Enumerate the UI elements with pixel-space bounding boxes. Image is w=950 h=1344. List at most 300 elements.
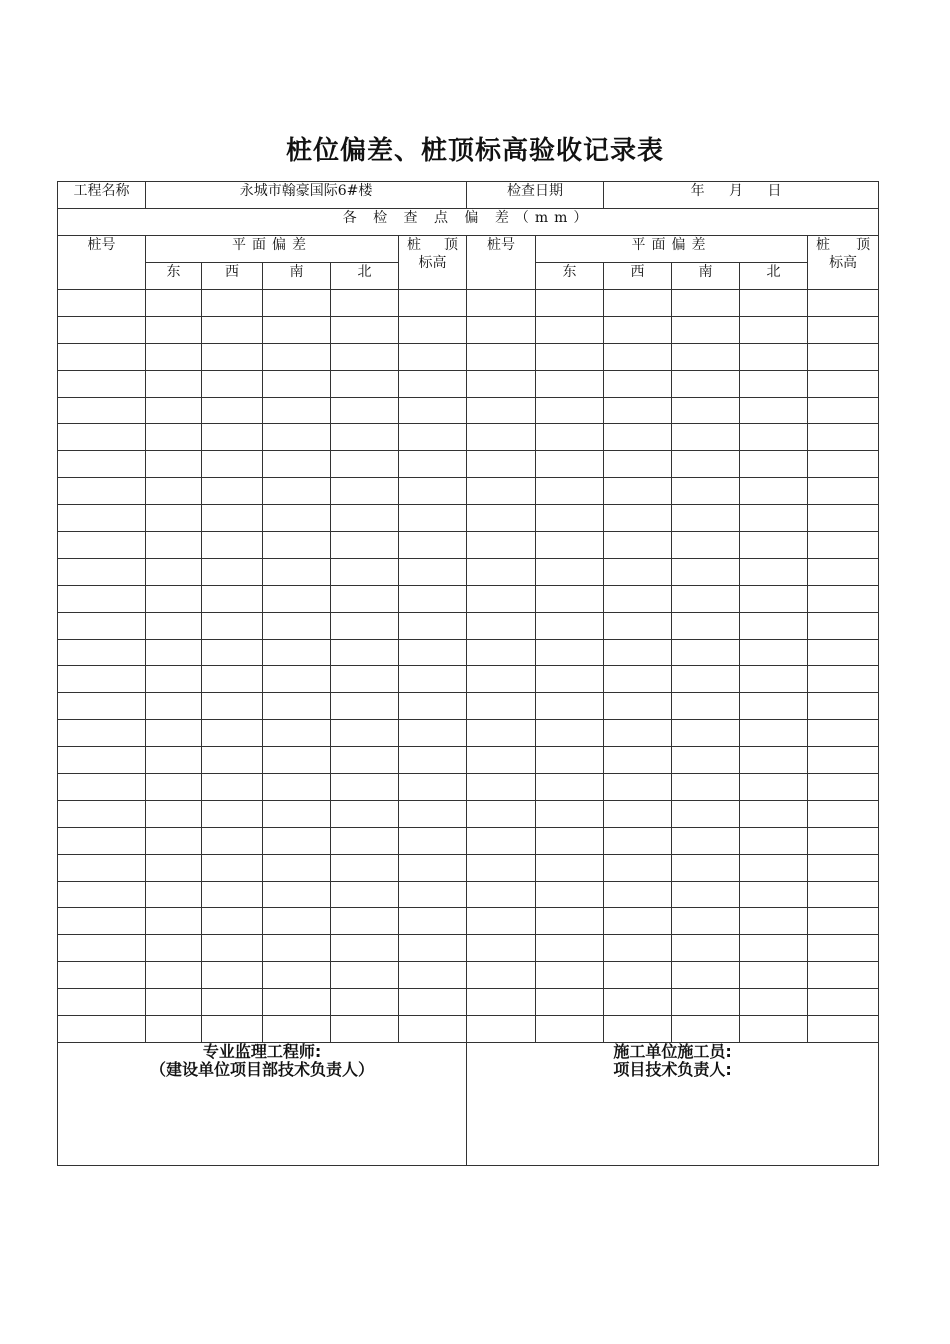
table-cell[interactable] (263, 451, 331, 478)
table-cell[interactable] (58, 693, 146, 720)
table-cell[interactable] (604, 774, 672, 801)
table-cell[interactable] (536, 370, 604, 397)
table-cell[interactable] (331, 316, 399, 343)
table-cell[interactable] (672, 720, 740, 747)
table-cell[interactable] (604, 585, 672, 612)
table-cell[interactable] (536, 612, 604, 639)
table-cell[interactable] (202, 747, 263, 774)
table-cell[interactable] (467, 881, 536, 908)
table-cell[interactable] (263, 316, 331, 343)
table-cell[interactable] (740, 424, 808, 451)
table-cell[interactable] (604, 532, 672, 559)
table-cell[interactable] (58, 639, 146, 666)
table-cell[interactable] (146, 505, 202, 532)
table-cell[interactable] (58, 532, 146, 559)
table-cell[interactable] (331, 935, 399, 962)
table-cell[interactable] (202, 881, 263, 908)
table-cell[interactable] (263, 908, 331, 935)
table-cell[interactable] (399, 908, 467, 935)
table-cell[interactable] (58, 666, 146, 693)
table-cell[interactable] (263, 800, 331, 827)
table-cell[interactable] (331, 558, 399, 585)
table-cell[interactable] (146, 666, 202, 693)
table-cell[interactable] (399, 854, 467, 881)
table-cell[interactable] (740, 505, 808, 532)
table-cell[interactable] (263, 370, 331, 397)
table-cell[interactable] (399, 290, 467, 317)
table-cell[interactable] (399, 827, 467, 854)
table-cell[interactable] (536, 935, 604, 962)
table-cell[interactable] (263, 532, 331, 559)
table-cell[interactable] (467, 505, 536, 532)
table-cell[interactable] (399, 693, 467, 720)
table-cell[interactable] (58, 881, 146, 908)
table-cell[interactable] (331, 1016, 399, 1043)
table-cell[interactable] (331, 451, 399, 478)
table-cell[interactable] (740, 693, 808, 720)
table-cell[interactable] (263, 774, 331, 801)
table-cell[interactable] (536, 800, 604, 827)
table-cell[interactable] (536, 881, 604, 908)
table-cell[interactable] (146, 370, 202, 397)
table-cell[interactable] (202, 316, 263, 343)
table-cell[interactable] (808, 478, 879, 505)
table-cell[interactable] (808, 505, 879, 532)
table-cell[interactable] (263, 424, 331, 451)
table-cell[interactable] (399, 962, 467, 989)
table-cell[interactable] (672, 774, 740, 801)
table-cell[interactable] (146, 424, 202, 451)
table-cell[interactable] (399, 370, 467, 397)
table-cell[interactable] (331, 612, 399, 639)
table-cell[interactable] (146, 908, 202, 935)
table-cell[interactable] (808, 316, 879, 343)
table-cell[interactable] (146, 935, 202, 962)
table-cell[interactable] (399, 316, 467, 343)
table-cell[interactable] (536, 397, 604, 424)
table-cell[interactable] (263, 989, 331, 1016)
table-cell[interactable] (467, 558, 536, 585)
table-cell[interactable] (467, 827, 536, 854)
table-cell[interactable] (604, 827, 672, 854)
table-cell[interactable] (808, 1016, 879, 1043)
table-cell[interactable] (604, 747, 672, 774)
table-cell[interactable] (808, 747, 879, 774)
table-cell[interactable] (604, 478, 672, 505)
table-cell[interactable] (263, 1016, 331, 1043)
table-cell[interactable] (672, 693, 740, 720)
table-cell[interactable] (58, 854, 146, 881)
table-cell[interactable] (536, 478, 604, 505)
table-cell[interactable] (399, 505, 467, 532)
table-cell[interactable] (467, 532, 536, 559)
table-cell[interactable] (202, 827, 263, 854)
table-cell[interactable] (331, 747, 399, 774)
table-cell[interactable] (58, 558, 146, 585)
table-cell[interactable] (536, 854, 604, 881)
table-cell[interactable] (202, 666, 263, 693)
table-cell[interactable] (263, 343, 331, 370)
table-cell[interactable] (536, 774, 604, 801)
table-cell[interactable] (331, 343, 399, 370)
table-cell[interactable] (202, 962, 263, 989)
table-cell[interactable] (58, 343, 146, 370)
table-cell[interactable] (263, 935, 331, 962)
table-cell[interactable] (263, 558, 331, 585)
table-cell[interactable] (263, 693, 331, 720)
table-cell[interactable] (331, 962, 399, 989)
table-cell[interactable] (202, 532, 263, 559)
table-cell[interactable] (331, 505, 399, 532)
table-cell[interactable] (808, 343, 879, 370)
table-cell[interactable] (740, 612, 808, 639)
table-cell[interactable] (536, 720, 604, 747)
table-cell[interactable] (672, 962, 740, 989)
table-cell[interactable] (672, 585, 740, 612)
table-cell[interactable] (740, 639, 808, 666)
table-cell[interactable] (808, 774, 879, 801)
table-cell[interactable] (672, 505, 740, 532)
table-cell[interactable] (604, 343, 672, 370)
table-cell[interactable] (202, 989, 263, 1016)
table-cell[interactable] (467, 935, 536, 962)
table-cell[interactable] (808, 612, 879, 639)
table-cell[interactable] (58, 424, 146, 451)
table-cell[interactable] (672, 343, 740, 370)
table-cell[interactable] (467, 854, 536, 881)
table-cell[interactable] (672, 612, 740, 639)
table-cell[interactable] (467, 451, 536, 478)
table-cell[interactable] (467, 343, 536, 370)
table-cell[interactable] (399, 747, 467, 774)
table-cell[interactable] (263, 854, 331, 881)
table-cell[interactable] (604, 1016, 672, 1043)
table-cell[interactable] (331, 800, 399, 827)
table-cell[interactable] (740, 290, 808, 317)
table-cell[interactable] (536, 827, 604, 854)
table-cell[interactable] (202, 639, 263, 666)
table-cell[interactable] (467, 316, 536, 343)
table-cell[interactable] (58, 1016, 146, 1043)
table-cell[interactable] (740, 451, 808, 478)
table-cell[interactable] (808, 827, 879, 854)
table-cell[interactable] (740, 316, 808, 343)
table-cell[interactable] (331, 424, 399, 451)
table-cell[interactable] (58, 747, 146, 774)
table-cell[interactable] (202, 612, 263, 639)
table-cell[interactable] (202, 720, 263, 747)
table-cell[interactable] (467, 612, 536, 639)
table-cell[interactable] (399, 935, 467, 962)
table-cell[interactable] (58, 505, 146, 532)
table-cell[interactable] (58, 962, 146, 989)
table-cell[interactable] (146, 1016, 202, 1043)
table-cell[interactable] (146, 478, 202, 505)
table-cell[interactable] (604, 720, 672, 747)
table-cell[interactable] (672, 935, 740, 962)
table-cell[interactable] (604, 316, 672, 343)
table-cell[interactable] (331, 290, 399, 317)
table-cell[interactable] (399, 424, 467, 451)
table-cell[interactable] (467, 962, 536, 989)
table-cell[interactable] (536, 316, 604, 343)
table-cell[interactable] (604, 935, 672, 962)
table-cell[interactable] (467, 370, 536, 397)
table-cell[interactable] (263, 639, 331, 666)
table-cell[interactable] (672, 827, 740, 854)
table-cell[interactable] (263, 397, 331, 424)
table-cell[interactable] (467, 800, 536, 827)
table-cell[interactable] (202, 935, 263, 962)
table-cell[interactable] (263, 747, 331, 774)
table-cell[interactable] (536, 666, 604, 693)
table-cell[interactable] (202, 1016, 263, 1043)
table-cell[interactable] (808, 451, 879, 478)
table-cell[interactable] (467, 1016, 536, 1043)
table-cell[interactable] (740, 827, 808, 854)
table-cell[interactable] (604, 800, 672, 827)
table-cell[interactable] (808, 585, 879, 612)
table-cell[interactable] (536, 343, 604, 370)
table-cell[interactable] (263, 881, 331, 908)
table-cell[interactable] (58, 989, 146, 1016)
table-cell[interactable] (202, 290, 263, 317)
table-cell[interactable] (331, 585, 399, 612)
table-cell[interactable] (740, 935, 808, 962)
table-cell[interactable] (202, 451, 263, 478)
table-cell[interactable] (331, 908, 399, 935)
table-cell[interactable] (399, 800, 467, 827)
table-cell[interactable] (740, 908, 808, 935)
table-cell[interactable] (604, 639, 672, 666)
table-cell[interactable] (146, 989, 202, 1016)
table-cell[interactable] (58, 290, 146, 317)
table-cell[interactable] (808, 397, 879, 424)
table-cell[interactable] (399, 558, 467, 585)
table-cell[interactable] (808, 908, 879, 935)
table-cell[interactable] (604, 290, 672, 317)
table-cell[interactable] (740, 532, 808, 559)
table-cell[interactable] (202, 800, 263, 827)
table-cell[interactable] (672, 290, 740, 317)
table-cell[interactable] (467, 720, 536, 747)
table-cell[interactable] (263, 478, 331, 505)
table-cell[interactable] (740, 881, 808, 908)
table-cell[interactable] (202, 397, 263, 424)
table-cell[interactable] (146, 612, 202, 639)
table-cell[interactable] (331, 989, 399, 1016)
table-cell[interactable] (146, 397, 202, 424)
table-cell[interactable] (808, 666, 879, 693)
table-cell[interactable] (672, 316, 740, 343)
table-cell[interactable] (536, 532, 604, 559)
table-cell[interactable] (740, 370, 808, 397)
table-cell[interactable] (808, 558, 879, 585)
table-cell[interactable] (263, 585, 331, 612)
table-cell[interactable] (808, 935, 879, 962)
table-cell[interactable] (740, 585, 808, 612)
table-cell[interactable] (399, 478, 467, 505)
table-cell[interactable] (331, 693, 399, 720)
table-cell[interactable] (604, 397, 672, 424)
table-cell[interactable] (536, 747, 604, 774)
table-cell[interactable] (467, 639, 536, 666)
table-cell[interactable] (263, 720, 331, 747)
table-cell[interactable] (331, 720, 399, 747)
table-cell[interactable] (331, 370, 399, 397)
table-cell[interactable] (146, 316, 202, 343)
table-cell[interactable] (467, 478, 536, 505)
table-cell[interactable] (467, 397, 536, 424)
table-cell[interactable] (202, 908, 263, 935)
table-cell[interactable] (202, 505, 263, 532)
table-cell[interactable] (202, 585, 263, 612)
table-cell[interactable] (467, 290, 536, 317)
table-cell[interactable] (672, 666, 740, 693)
table-cell[interactable] (536, 451, 604, 478)
table-cell[interactable] (536, 424, 604, 451)
table-cell[interactable] (399, 989, 467, 1016)
table-cell[interactable] (604, 854, 672, 881)
table-cell[interactable] (740, 962, 808, 989)
table-cell[interactable] (672, 397, 740, 424)
table-cell[interactable] (604, 666, 672, 693)
table-cell[interactable] (672, 558, 740, 585)
table-cell[interactable] (604, 989, 672, 1016)
table-cell[interactable] (202, 478, 263, 505)
table-cell[interactable] (331, 774, 399, 801)
table-cell[interactable] (146, 693, 202, 720)
table-cell[interactable] (146, 343, 202, 370)
table-cell[interactable] (202, 370, 263, 397)
table-cell[interactable] (399, 774, 467, 801)
table-cell[interactable] (58, 908, 146, 935)
table-cell[interactable] (399, 1016, 467, 1043)
table-cell[interactable] (399, 666, 467, 693)
table-cell[interactable] (146, 827, 202, 854)
table-cell[interactable] (146, 720, 202, 747)
table-cell[interactable] (604, 424, 672, 451)
table-cell[interactable] (58, 370, 146, 397)
table-cell[interactable] (808, 720, 879, 747)
table-cell[interactable] (536, 290, 604, 317)
table-cell[interactable] (58, 800, 146, 827)
table-cell[interactable] (808, 370, 879, 397)
table-cell[interactable] (202, 343, 263, 370)
table-cell[interactable] (467, 666, 536, 693)
table-cell[interactable] (536, 585, 604, 612)
table-cell[interactable] (672, 478, 740, 505)
table-cell[interactable] (146, 854, 202, 881)
table-cell[interactable] (399, 612, 467, 639)
table-cell[interactable] (536, 693, 604, 720)
table-cell[interactable] (146, 639, 202, 666)
table-cell[interactable] (536, 639, 604, 666)
table-cell[interactable] (146, 747, 202, 774)
table-cell[interactable] (146, 585, 202, 612)
table-cell[interactable] (331, 881, 399, 908)
table-cell[interactable] (399, 451, 467, 478)
table-cell[interactable] (399, 720, 467, 747)
table-cell[interactable] (740, 774, 808, 801)
table-cell[interactable] (146, 800, 202, 827)
table-cell[interactable] (399, 397, 467, 424)
table-cell[interactable] (331, 532, 399, 559)
table-cell[interactable] (146, 774, 202, 801)
table-cell[interactable] (672, 451, 740, 478)
table-cell[interactable] (467, 693, 536, 720)
table-cell[interactable] (536, 962, 604, 989)
table-cell[interactable] (331, 478, 399, 505)
table-cell[interactable] (58, 451, 146, 478)
table-cell[interactable] (672, 532, 740, 559)
table-cell[interactable] (536, 989, 604, 1016)
table-cell[interactable] (740, 720, 808, 747)
table-cell[interactable] (146, 451, 202, 478)
table-cell[interactable] (263, 666, 331, 693)
table-cell[interactable] (740, 854, 808, 881)
table-cell[interactable] (740, 343, 808, 370)
table-cell[interactable] (263, 290, 331, 317)
table-cell[interactable] (467, 774, 536, 801)
table-cell[interactable] (808, 854, 879, 881)
table-cell[interactable] (399, 343, 467, 370)
table-cell[interactable] (58, 935, 146, 962)
table-cell[interactable] (146, 290, 202, 317)
table-cell[interactable] (58, 478, 146, 505)
table-cell[interactable] (146, 532, 202, 559)
table-cell[interactable] (58, 316, 146, 343)
table-cell[interactable] (604, 962, 672, 989)
table-cell[interactable] (604, 881, 672, 908)
table-cell[interactable] (672, 989, 740, 1016)
table-cell[interactable] (604, 451, 672, 478)
table-cell[interactable] (740, 800, 808, 827)
table-cell[interactable] (58, 397, 146, 424)
table-cell[interactable] (146, 881, 202, 908)
table-cell[interactable] (399, 639, 467, 666)
table-cell[interactable] (672, 747, 740, 774)
table-cell[interactable] (808, 532, 879, 559)
table-cell[interactable] (740, 747, 808, 774)
table-cell[interactable] (58, 774, 146, 801)
table-cell[interactable] (672, 424, 740, 451)
table-cell[interactable] (808, 881, 879, 908)
table-cell[interactable] (263, 505, 331, 532)
table-cell[interactable] (58, 720, 146, 747)
table-cell[interactable] (58, 827, 146, 854)
table-cell[interactable] (672, 881, 740, 908)
table-cell[interactable] (399, 532, 467, 559)
table-cell[interactable] (604, 612, 672, 639)
table-cell[interactable] (536, 505, 604, 532)
table-cell[interactable] (604, 693, 672, 720)
table-cell[interactable] (331, 854, 399, 881)
table-cell[interactable] (263, 612, 331, 639)
table-cell[interactable] (399, 881, 467, 908)
table-cell[interactable] (672, 908, 740, 935)
table-cell[interactable] (604, 908, 672, 935)
table-cell[interactable] (740, 1016, 808, 1043)
table-cell[interactable] (740, 558, 808, 585)
table-cell[interactable] (808, 639, 879, 666)
table-cell[interactable] (808, 424, 879, 451)
table-cell[interactable] (604, 505, 672, 532)
table-cell[interactable] (331, 827, 399, 854)
table-cell[interactable] (399, 585, 467, 612)
table-cell[interactable] (740, 666, 808, 693)
table-cell[interactable] (467, 424, 536, 451)
